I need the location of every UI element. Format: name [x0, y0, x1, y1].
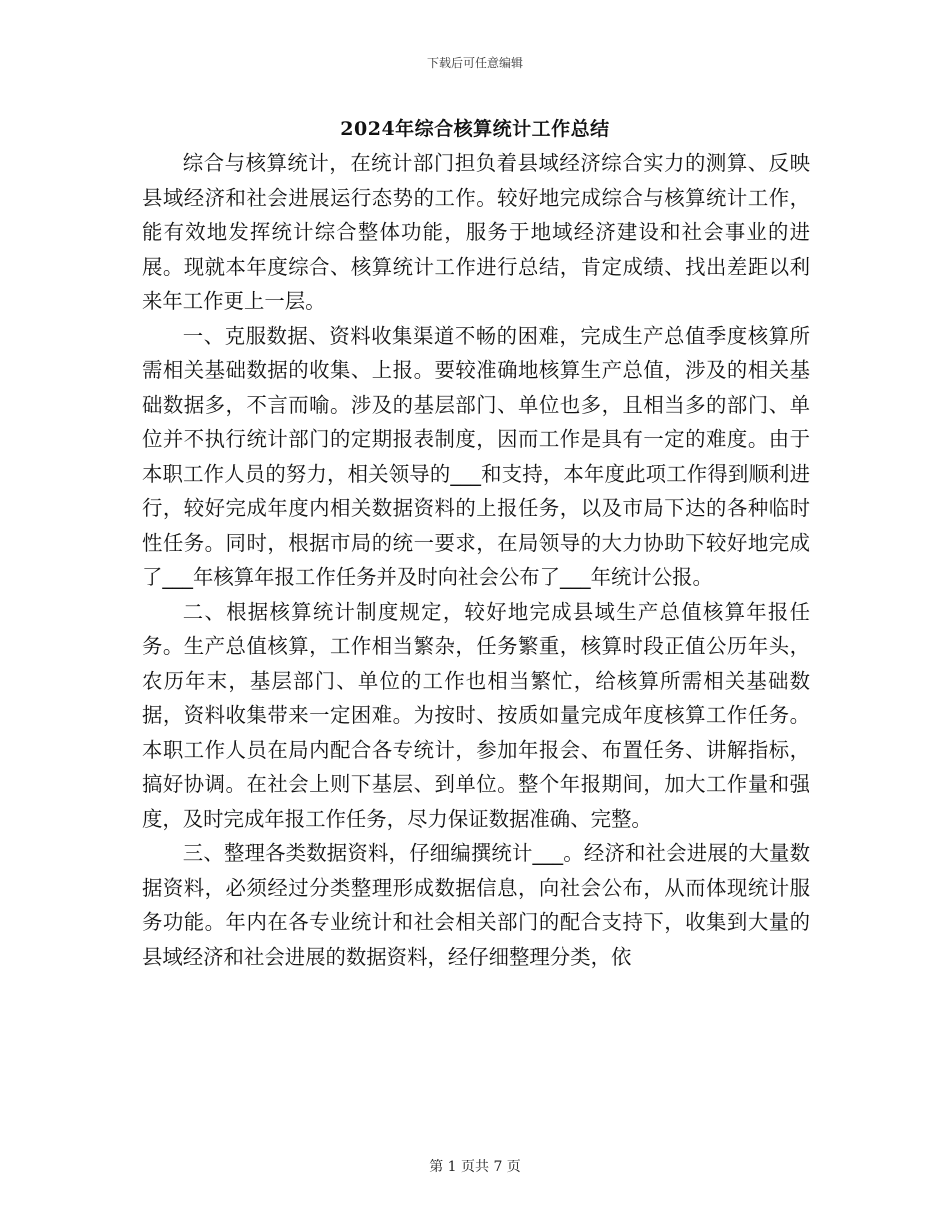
paragraph-section-1: 一、克服数据、资料收集渠道不畅的困难，完成生产总值季度核算所需相关基础数据的收集、上报。要较准确地核算生产总值，涉及的相关基础数据多，不言而喻。涉及的基层部门、单位也多，且相当多的部门、单位并不执行统计部门的定期报表制度，因而工作是具有一定的难度。由于本职工作人员的努力，相关领导的___和支持，本年度此项工作得到顺利进行，较好完成年度内相关数据资料的上报任务，以及市局下达的各种临时性任务。同时，根据市局的统一要求，在局领导的大力协助下较好地完成了___年核算年报工作任务并及时向社会公布了___年统计公报。: [142, 323, 810, 589]
page-footer: 第 1 页共 7 页: [429, 1159, 521, 1175]
page-header-note: 下载后可任意编辑: [426, 56, 523, 70]
document-title: 2024年综合核算统计工作总结: [340, 118, 610, 140]
document-body: [142, 146, 810, 974]
paragraph-intro: 综合与核算统计，在统计部门担负着县域经济综合实力的测算、反映县域经济和社会进展运行态势的工作。较好地完成综合与核算统计工作，能有效地发挥统计综合整体功能，服务于地域经济建设和社会事业的进展。现就本年度综合、核算统计工作进行总结，肯定成绩、找出差距以利来年工作更上一层。: [142, 151, 810, 313]
paragraph-section-3: 三、整理各类数据资料，仔细编撰统计___。经济和社会进展的大量数据资料，必须经过分类整理形成数据信息，向社会公布，从而体现统计服务功能。年内在各专业统计和社会相关部门的配合支持下，收集到大量的县域经济和社会进展的数据资料，经仔细整理分类，依: [142, 841, 810, 969]
paragraph-section-2: 二、根据核算统计制度规定，较好地完成县域生产总值核算年报任务。生产总值核算，工作相当繁杂，任务繁重，核算时段正值公历年头，农历年末，基层部门、单位的工作也相当繁忙，给核算所需相关基础数据，资料收集带来一定困难。为按时、按质如量完成年度核算工作任务。本职工作人员在局内配合各专统计，参加年报会、布置任务、讲解指标，搞好协调。在社会上则下基层、到单位。整个年报期间，加大工作量和强度，及时完成年报工作任务，尽力保证数据准确、完整。: [142, 599, 810, 831]
